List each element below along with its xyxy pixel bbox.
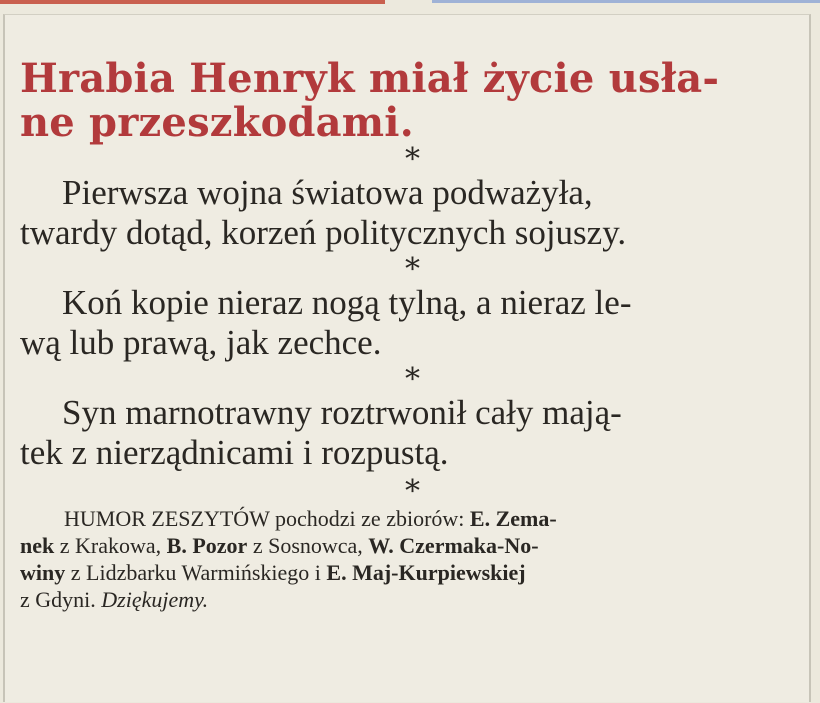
credit-name-1b: nek	[20, 533, 55, 558]
title-line-2: ne przeszkodami.	[20, 99, 414, 146]
separator-star: *	[405, 252, 420, 287]
credits-note	[20, 505, 805, 613]
joke-3	[20, 393, 805, 473]
joke-2-line-1: Koń kopie nieraz nogą tylną, a nieraz le-	[62, 283, 632, 322]
credit-from-4: z Gdyni.	[20, 587, 102, 612]
article-content	[20, 57, 805, 613]
joke-3-line-2: tek z nierządnicami i rozpustą.	[20, 433, 449, 472]
separator-star: *	[405, 142, 420, 177]
credits-thanks: Dziękujemy.	[101, 587, 209, 612]
joke-3-line-1: Syn marnotrawny roztrwonił cały mają-	[62, 393, 622, 432]
separator-star: *	[405, 474, 420, 509]
credit-name-2: B. Pozor	[166, 533, 248, 558]
separator-star: *	[405, 362, 420, 397]
credit-name-4: E. Maj-Kurpiewskiej	[326, 560, 526, 585]
joke-1-line-1: Pierwsza wojna światowa podważyła,	[62, 173, 593, 212]
credits-intro: HUMOR ZESZYTÓW pochodzi ze zbiorów:	[64, 506, 470, 531]
credit-name-1a: E. Zema-	[469, 506, 557, 531]
credit-name-3a: W. Czermaka-No-	[368, 533, 539, 558]
article-box	[3, 14, 811, 702]
title-line-1: Hrabia Henryk miał życie usła-	[20, 55, 720, 102]
joke-1	[20, 173, 805, 253]
credit-from-2: z Sosnowca,	[247, 533, 369, 558]
joke-2-line-2: wą lub prawą, jak zechce.	[20, 323, 382, 362]
credit-from-1: z Krakowa,	[54, 533, 167, 558]
article-title	[20, 57, 805, 145]
joke-2	[20, 283, 805, 363]
top-red-strip	[0, 0, 385, 4]
top-blue-strip	[432, 0, 820, 3]
credit-from-3: z Lidzbarku Warmińskiego i	[65, 560, 327, 585]
credit-name-3b: winy	[20, 560, 66, 585]
joke-1-line-2: twardy dotąd, korzeń politycznych sojuszy.	[20, 213, 627, 252]
